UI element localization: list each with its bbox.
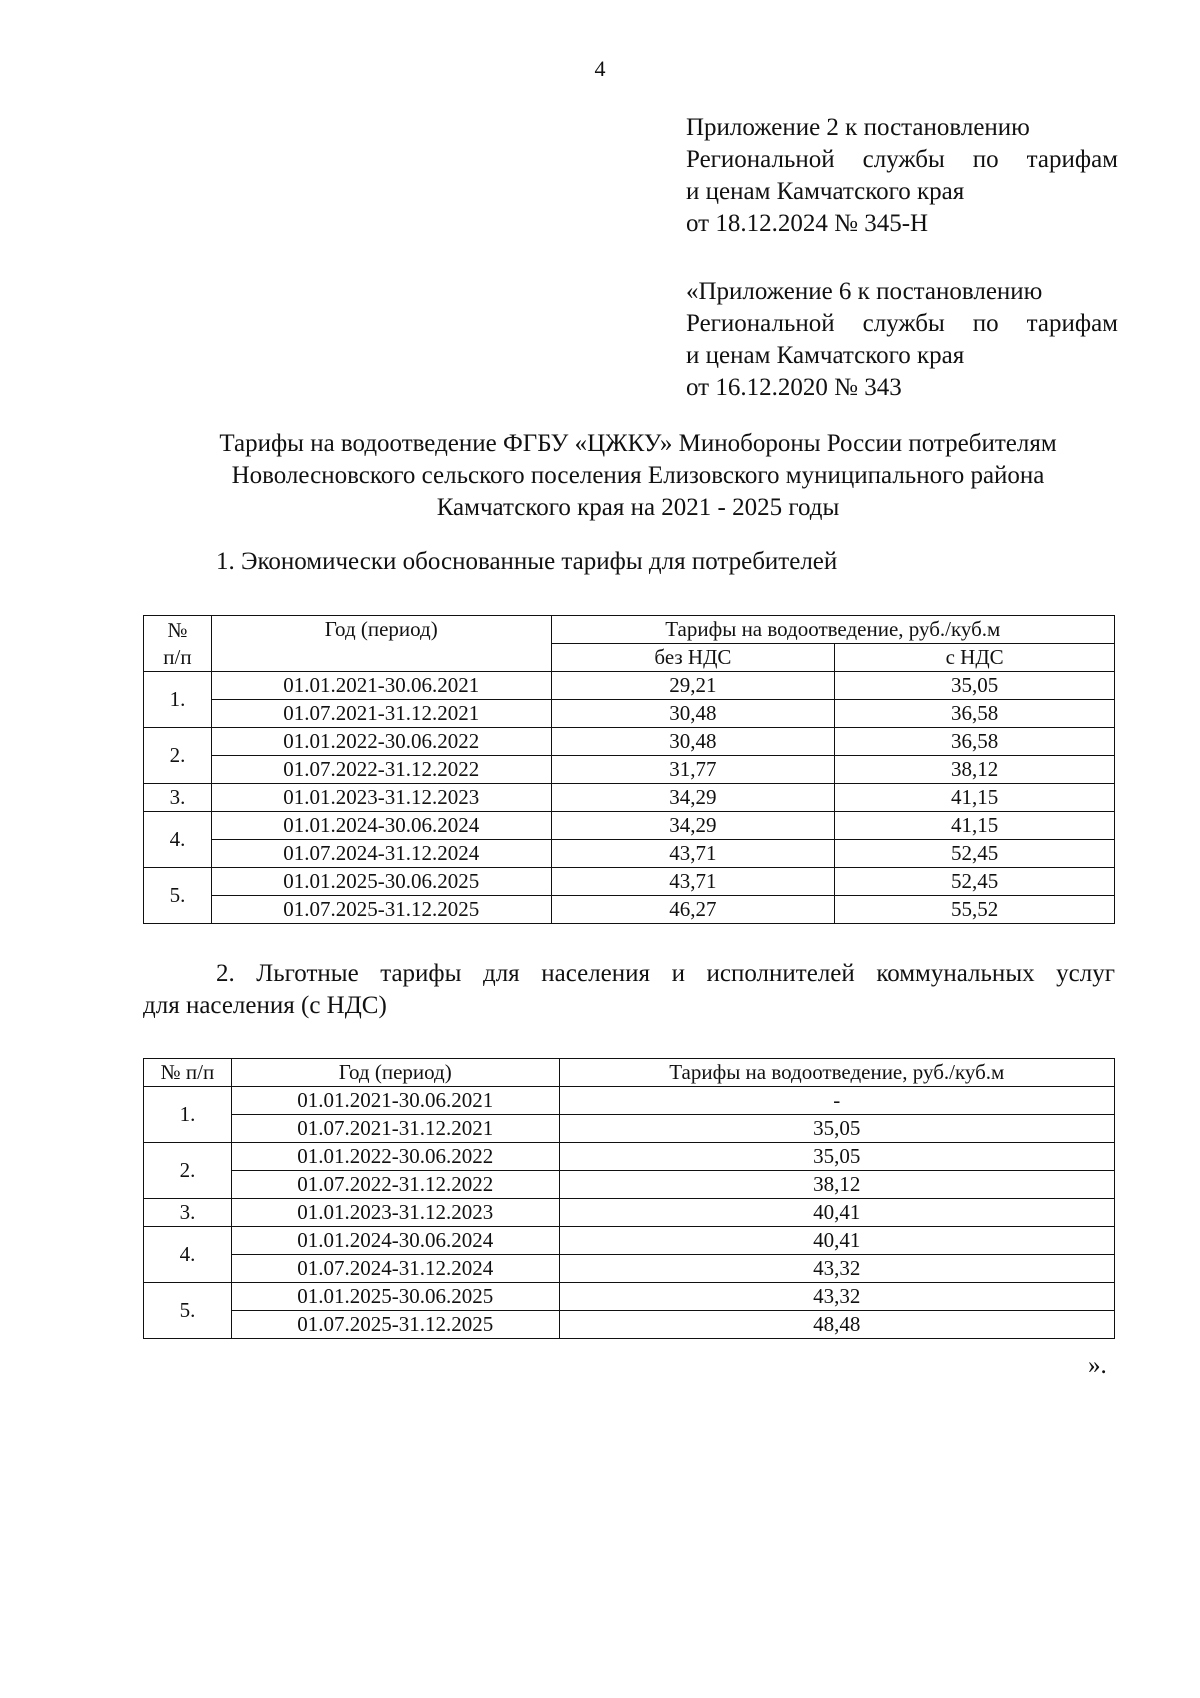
tariff-with-vat-cell: 52,45 [835, 868, 1115, 896]
table-row [144, 1199, 1115, 1227]
period-cell: 01.01.2022-30.06.2022 [211, 728, 551, 756]
section2-heading-line: 2. Льготные тарифы для населения и исполнителей коммунальных услуг [216, 960, 1115, 987]
tariff-with-vat-cell: 38,12 [835, 756, 1115, 784]
period-cell: 01.07.2025-31.12.2025 [231, 1311, 559, 1339]
tariff-no-vat-cell: 46,27 [551, 896, 835, 924]
period-cell: 01.01.2024-30.06.2024 [211, 812, 551, 840]
row-number: 3. [144, 1199, 232, 1227]
table-row [144, 1311, 1115, 1339]
tariff-with-vat-cell: 55,52 [835, 896, 1115, 924]
closing-quote: ». [1088, 1352, 1107, 1379]
tariff-with-vat-cell: 36,58 [835, 728, 1115, 756]
tariff-no-vat-cell: 43,71 [551, 868, 835, 896]
header-num: № п/п [144, 1059, 232, 1087]
table-row [144, 1115, 1115, 1143]
period-cell: 01.01.2021-30.06.2021 [211, 672, 551, 700]
document-title [143, 428, 1133, 524]
table-row [144, 1227, 1115, 1255]
header-tariffs: Тарифы на водоотведение, руб./куб.м [551, 616, 1114, 644]
period-cell: 01.07.2021-31.12.2021 [211, 700, 551, 728]
section1-heading: 1. Экономически обоснованные тарифы для потребителей [216, 548, 838, 575]
appendix-line: «Приложение 6 к постановлению [686, 278, 1043, 305]
tariff-with-vat-cell: 35,05 [835, 672, 1115, 700]
tariff-no-vat-cell: 34,29 [551, 812, 835, 840]
row-number: 3. [144, 784, 212, 812]
appendix-line: и ценам Камчатского края [686, 342, 965, 369]
period-cell: 01.07.2022-31.12.2022 [211, 756, 551, 784]
period-cell: 01.07.2025-31.12.2025 [211, 896, 551, 924]
tariff-cell: 48,48 [559, 1311, 1114, 1339]
tariff-with-vat-cell: 41,15 [835, 812, 1115, 840]
tariff-no-vat-cell: 30,48 [551, 728, 835, 756]
tariff-with-vat-cell: 52,45 [835, 840, 1115, 868]
table-row [144, 1283, 1115, 1311]
tariff-no-vat-cell: 34,29 [551, 784, 835, 812]
tariff-cell: 38,12 [559, 1171, 1114, 1199]
header-with-vat: с НДС [835, 644, 1115, 672]
period-cell: 01.07.2021-31.12.2021 [231, 1115, 559, 1143]
table-row [144, 728, 1115, 756]
table-row [144, 840, 1115, 868]
tariff-no-vat-cell: 29,21 [551, 672, 835, 700]
table-row [144, 672, 1115, 700]
row-number: 5. [144, 868, 212, 924]
period-cell: 01.01.2021-30.06.2021 [231, 1087, 559, 1115]
header-num: № п/п [144, 616, 212, 672]
title-line: Камчатского края на 2021 - 2025 годы [436, 494, 840, 521]
period-cell: 01.01.2025-30.06.2025 [231, 1283, 559, 1311]
table-row [144, 868, 1115, 896]
appendix-original-block [686, 276, 1118, 404]
row-number: 1. [144, 1087, 232, 1143]
tariff-with-vat-cell: 36,58 [835, 700, 1115, 728]
header-period: Год (период) [231, 1059, 559, 1087]
table-row [144, 896, 1115, 924]
row-number: 2. [144, 1143, 232, 1199]
appendix-line: от 18.12.2024 № 345-Н [686, 210, 929, 237]
tariff-cell: - [559, 1087, 1114, 1115]
tariff-cell: 43,32 [559, 1255, 1114, 1283]
row-number: 2. [144, 728, 212, 784]
title-line: Тарифы на водоотведение ФГБУ «ЦЖКУ» Минобороны России потребителям [219, 430, 1057, 457]
page-number: 4 [594, 56, 606, 81]
appendix-line: Приложение 2 к постановлению [686, 114, 1030, 141]
period-cell: 01.01.2023-31.12.2023 [211, 784, 551, 812]
tariff-no-vat-cell: 43,71 [551, 840, 835, 868]
period-cell: 01.07.2022-31.12.2022 [231, 1171, 559, 1199]
appendix-line: Региональной службы по тарифам [686, 146, 1118, 173]
table-row [144, 784, 1115, 812]
row-number: 4. [144, 1227, 232, 1283]
preferential-tariffs-table [143, 1058, 1115, 1339]
table-row [144, 1143, 1115, 1171]
title-line: Новолесновского сельского поселения Елизовского муниципального района [231, 462, 1045, 489]
table-row [144, 1255, 1115, 1283]
tariff-cell: 40,41 [559, 1199, 1114, 1227]
tariff-no-vat-cell: 30,48 [551, 700, 835, 728]
appendix-line: и ценам Камчатского края [686, 178, 965, 205]
period-cell: 01.01.2023-31.12.2023 [231, 1199, 559, 1227]
appendix-line: Региональной службы по тарифам [686, 310, 1118, 337]
period-cell: 01.01.2022-30.06.2022 [231, 1143, 559, 1171]
row-number: 4. [144, 812, 212, 868]
tariff-cell: 40,41 [559, 1227, 1114, 1255]
table-row [144, 700, 1115, 728]
period-cell: 01.01.2025-30.06.2025 [211, 868, 551, 896]
header-tariffs: Тарифы на водоотведение, руб./куб.м [559, 1059, 1114, 1087]
section2-heading [143, 958, 1115, 1022]
appendix-current-block [686, 112, 1118, 240]
period-cell: 01.01.2024-30.06.2024 [231, 1227, 559, 1255]
row-number: 1. [144, 672, 212, 728]
economic-tariffs-table [143, 615, 1115, 924]
tariff-cell: 35,05 [559, 1115, 1114, 1143]
table-row [144, 756, 1115, 784]
header-period: Год (период) [211, 616, 551, 672]
table-row [144, 812, 1115, 840]
table-row [144, 1171, 1115, 1199]
tariff-with-vat-cell: 41,15 [835, 784, 1115, 812]
period-cell: 01.07.2024-31.12.2024 [231, 1255, 559, 1283]
header-no-vat: без НДС [551, 644, 835, 672]
appendix-line: от 16.12.2020 № 343 [686, 374, 902, 401]
section2-heading-line: для населения (с НДС) [143, 992, 387, 1019]
period-cell: 01.07.2024-31.12.2024 [211, 840, 551, 868]
table-row [144, 1087, 1115, 1115]
tariff-cell: 43,32 [559, 1283, 1114, 1311]
tariff-no-vat-cell: 31,77 [551, 756, 835, 784]
tariff-cell: 35,05 [559, 1143, 1114, 1171]
row-number: 5. [144, 1283, 232, 1339]
